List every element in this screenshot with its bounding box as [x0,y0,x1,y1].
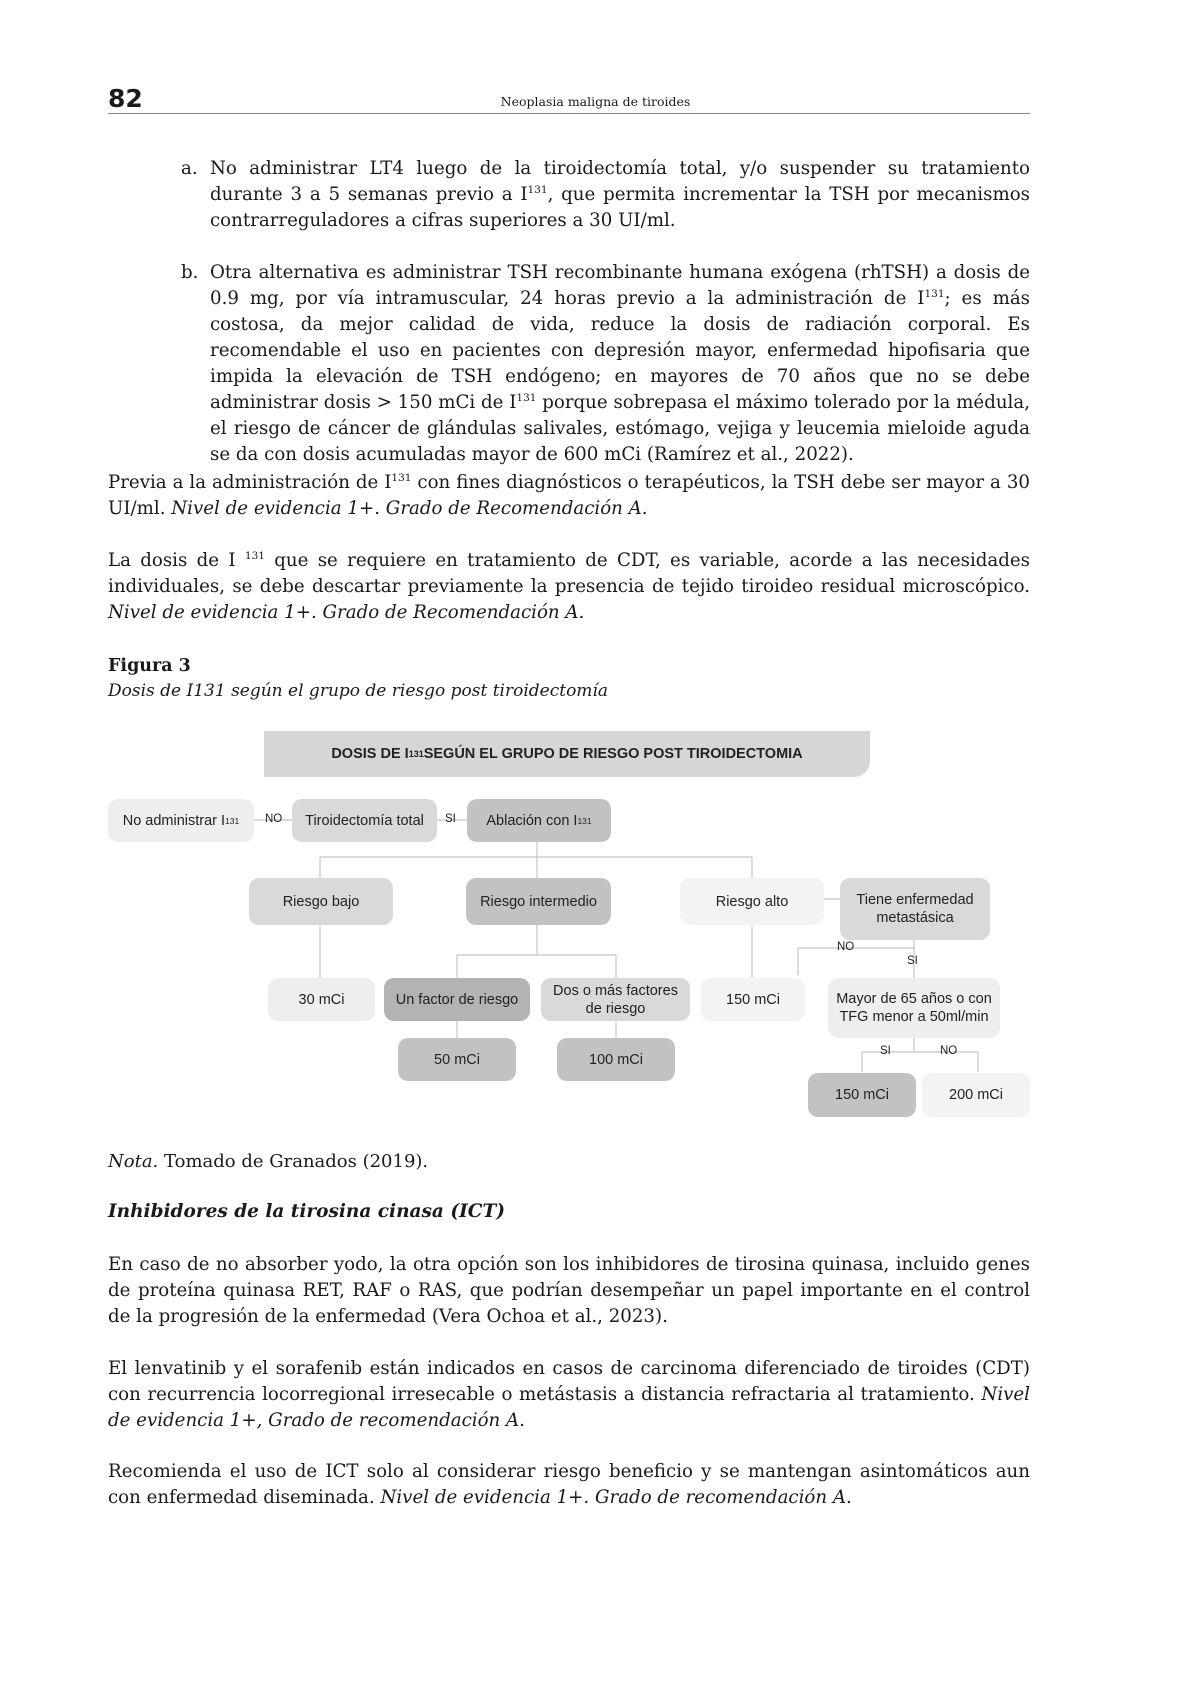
node-dose-100: 100 mCi [557,1038,675,1081]
figure-note: Nota. Tomado de Granados (2019). [108,1151,429,1172]
paragraph-tsh: Previa a la administración de $I^{131}$ con fines diagnósticos o terapéuticos, la TSH debe ser mayor a 30 UI/ml. Nivel de evidencia 1+. Grado de Recomendación A. [108,471,1030,519]
paragraph-recomienda: Recomienda el uso de ICT solo al considerar riesgo beneficio y se mantengan asintomáticos aun con enfermedad diseminada. Nivel de evidencia 1+. Grado de recomendación A. [108,1461,1030,1508]
node-metastasica: Tiene enfermedad metastásica [840,878,990,940]
node-dose-200: 200 mCi [922,1073,1030,1117]
evidence-level: Nivel de evidencia 1+, Grado de recomendación A. [108,1384,1030,1431]
node-tiroidectomia: Tiroidectomía total [292,799,437,842]
evidence-level: Nivel de evidencia 1+. Grado de Recomendación A. [171,498,648,519]
node-no-administrar: No administrar I 131 [108,799,254,842]
node-mayor-65: Mayor de 65 años o con TFG menor a 50ml/min [828,978,1000,1038]
node-dose-30: 30 mCi [268,978,375,1021]
evidence-level: Nivel de evidencia 1+. Grado de Recomendación A. [108,602,585,623]
node-un-factor: Un factor de riesgo [384,978,530,1021]
node-riesgo-alto: Riesgo alto [680,878,824,925]
edge-label-no: NO [837,941,855,953]
figure-caption: Dosis de I131 según el grupo de riesgo post tiroidectomía [108,681,608,701]
list-marker-a: a. [181,158,198,179]
edge-label-si: SI [880,1045,891,1057]
node-dose-150-si: 150 mCi [808,1073,916,1117]
node-dose-50: 50 mCi [398,1038,516,1081]
node-riesgo-bajo: Riesgo bajo [249,878,393,925]
paragraph-lenvatinib: El lenvatinib y el sorafenib están indicados en casos de carcinoma diferenciado de tiroides (CDT) con recurrencia locorregional irresecable o metástasis a distancia refractaria al tratamiento. Nivel de evidencia 1+, Grado de recomendación A. [108,1358,1030,1431]
node-ablacion: Ablación con I 131 [467,799,611,842]
node-dose-150-alto: 150 mCi [701,978,805,1021]
edge-label-no: NO [940,1045,958,1057]
evidence-level: Nivel de evidencia 1+. Grado de recomendación A. [380,1487,852,1508]
edge-label-no: NO [265,813,283,825]
edge-label-si: SI [445,813,456,825]
page-number: 82 [108,84,143,113]
list-item-a-body: No administrar LT4 luego de la tiroidectomía total, y/o suspender su tratamiento durante 3 a 5 semanas previo a $I^{131}$, que permita incrementar la TSH por mecanismos contrarreguladores a cifras superiores a 30 UI/ml. [210,158,1030,231]
section-heading: Inhibidores de la tirosina cinasa (ICT) [108,1201,506,1222]
node-dos-factores: Dos o más factores de riesgo [541,978,690,1021]
paragraph-dosis: La dosis de I $^{131}$ que se requiere en tratamiento de CDT, es variable, acorde a las necesidades individuales, se debe descartar previamente la presencia de tejido tiroideo residual microscópico. Nivel de evidencia 1+. Grado de Recomendación A. [108,549,1030,623]
node-riesgo-intermedio: Riesgo intermedio [466,878,611,925]
paragraph-ict-intro: En caso de no absorber yodo, la otra opción son los inhibidores de tirosina quinasa, incluido genes de proteína quinasa RET, RAF o RAS, que podrían desempeñar un papel importante en el control de la progresión de la enfermedad (Vera Ochoa et al., 2023). [108,1254,1030,1327]
edge-label-si: SI [907,955,918,967]
figure-label: Figura 3 [108,656,191,676]
list-marker-b: b. [181,262,199,283]
list-item-b-body: Otra alternativa es administrar TSH recombinante humana exógena (rhTSH) a dosis de 0.9 mg, por vía intramuscular, 24 horas previo a la administración de $I^{131}$; es más costosa, da mejor calidad de vida, reduce la dosis de radiación corporal. Es recomendable el uso en pacientes con depresión mayor, enfermedad hipofisaria que impida la elevación de TSH endógeno; en mayores de 70 años que no se debe administrar dosis > 150 mCi de $I^{131}$ porque sobrepasa el máximo tolerado por la médula, el riesgo de cáncer de glándulas salivales, estómago, vejiga y leucemia mieloide aguda se da con dosis acumuladas mayor de 600 mCi (Ramírez et al., 2022). [210,262,1030,465]
running-title: Neoplasia maligna de tiroides [500,94,691,109]
diagram-banner: DOSIS DE I 131 SEGÚN EL GRUPO DE RIESGO POST TIROIDECTOMIA [264,731,870,777]
